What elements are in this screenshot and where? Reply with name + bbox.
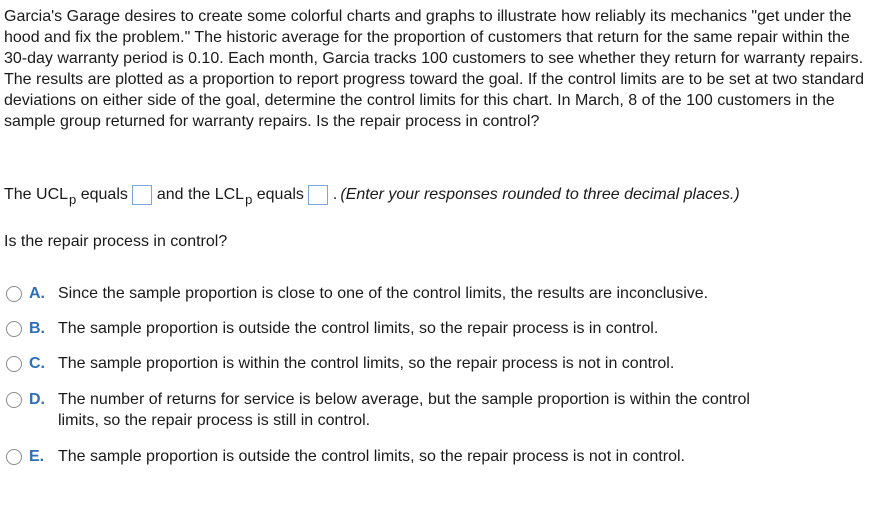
choice-letter-b: B. (29, 320, 45, 337)
choice-letter-e: E. (29, 448, 45, 465)
answer-choices (6, 283, 866, 467)
lcl-label: and the LCL (156, 186, 245, 203)
ucl-subscript: p (69, 192, 77, 207)
choice-letter-d: D. (29, 391, 45, 408)
choice-text-c: The sample proportion is within the control limits, so the repair process is not in control. (58, 355, 675, 372)
ucl-equals-text: equals (80, 186, 128, 203)
lcl-answer-input[interactable] (308, 185, 328, 205)
choice-e[interactable] (6, 446, 866, 467)
choice-letter-a: A. (29, 285, 45, 302)
choice-text-b: The sample proportion is outside the control limits, so the repair process is in control. (58, 320, 659, 337)
radio-button-d[interactable] (6, 392, 22, 408)
problem-statement: Garcia's Garage desires to create some colorful charts and graphs to illustrate how reliably its mechanics "get under the hood and fix the problem." The historic average for the proportion of customers that return for the same repair within the 30-day warranty period is 0.10. Each month, Garcia tracks 100 customers to see whether they return for warranty repairs. The results are plotted as a proportion to report progress toward the goal. If the control limits are to be set at two standard deviations on either side of the goal, determine the control limits for this chart. In March, 8 of the 100 customers in the sample group returned for warranty repairs. Is the repair process in control? (4, 8, 865, 130)
choice-b[interactable] (6, 318, 866, 339)
radio-button-a[interactable] (6, 286, 22, 302)
radio-button-b[interactable] (6, 321, 22, 337)
ucl-label: The UCL (4, 186, 69, 203)
choice-letter-c: C. (29, 355, 45, 372)
lcl-subscript: p (245, 192, 253, 207)
answer-period: . (332, 186, 338, 203)
choice-c[interactable] (6, 353, 866, 374)
lcl-equals-text: equals (256, 186, 304, 203)
answer-line (4, 183, 740, 207)
choice-a[interactable] (6, 283, 866, 304)
question-text: Is the repair process in control? (4, 233, 228, 250)
choice-text-a: Since the sample proportion is close to one of the control limits, the results are inconclusive. (58, 285, 709, 302)
choice-d[interactable] (6, 389, 866, 431)
ucl-answer-input[interactable] (132, 185, 152, 205)
choice-text-e: The sample proportion is outside the control limits, so the repair process is not in control. (58, 448, 685, 465)
rounding-instruction: (Enter your responses rounded to three decimal places.) (340, 186, 740, 203)
choice-text-d: The number of returns for service is below average, but the sample proportion is within the control limits, so the repair process is still in control. (58, 391, 750, 429)
radio-button-c[interactable] (6, 356, 22, 372)
radio-button-e[interactable] (6, 449, 22, 465)
